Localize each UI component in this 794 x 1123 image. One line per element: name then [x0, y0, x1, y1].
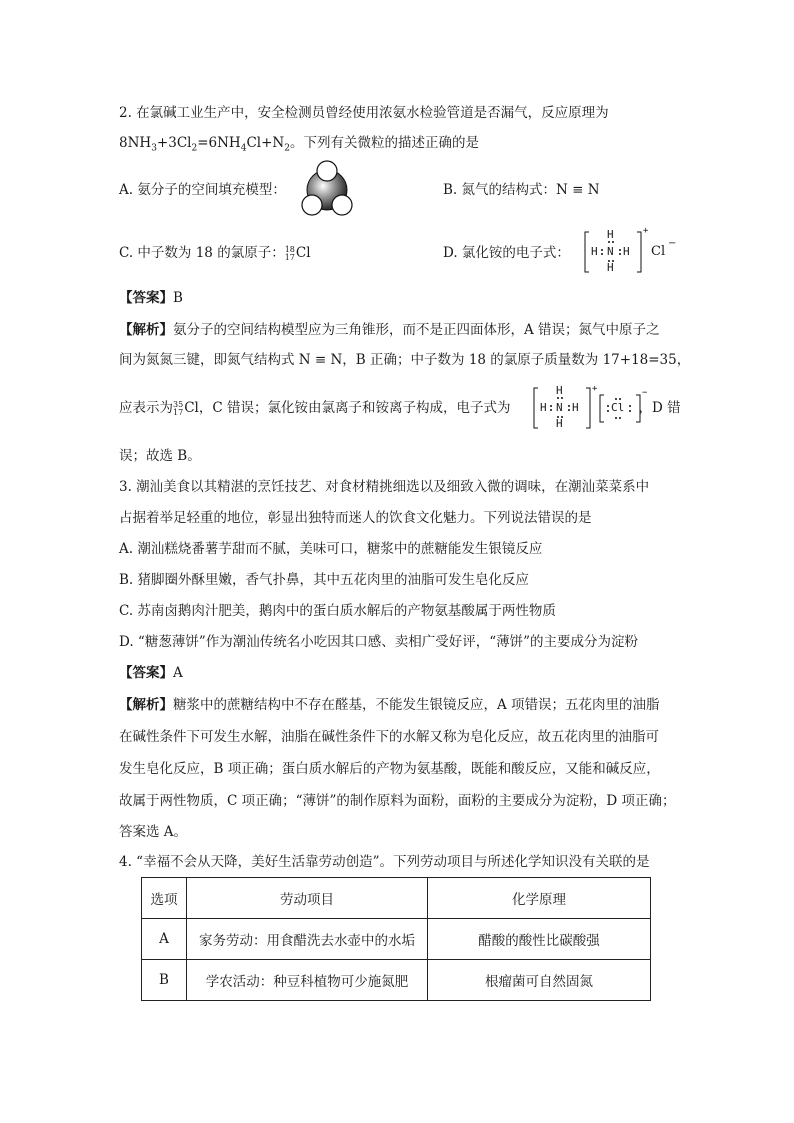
ed-h-left: H — [591, 245, 598, 258]
q2-answer: 【答案】B — [119, 290, 183, 306]
table-row — [142, 960, 651, 1001]
ed-plus: + — [643, 226, 649, 236]
q3-option-c: C. 苏南卤鹅肉汁肥美，鹅肉中的蛋白质水解后的产物氨基酸属于两性物质 — [119, 603, 556, 619]
q3-option-a: A. 潮汕糕烧番薯芋甜而不腻，美味可口，糖浆中的蔗糖能发生银镜反应 — [119, 541, 543, 557]
q3-exp-line5: 答案选 A。 — [119, 824, 188, 840]
q3-exp-line4: 故属于两性物质，C 项正确；“薄饼”的制作原料为面粉，面粉的主要成分为淀粉，D 项正确； — [119, 793, 676, 809]
ed-h-top: H — [607, 228, 614, 241]
q4-stem: 4. “幸福不会从天降，美好生活靠劳动创造”。下列劳动项目与所述化学知识没有关联的是 — [119, 854, 650, 870]
q3-stem-line1: 3. 潮汕美食以其精湛的烹饪技艺、对食材精挑细选以及细致入微的调味，在潮汕菜菜系中 — [119, 479, 650, 495]
table-cell: 醋酸的酸性比碳酸强 — [428, 919, 651, 960]
table-header-cell: 劳动项目 — [187, 878, 428, 919]
ammonia-space-filling-model — [298, 160, 356, 220]
q4-table — [141, 877, 651, 1001]
exp-ed-h-bottom: H — [556, 417, 563, 430]
ed-n: N — [607, 245, 614, 258]
q2-option-b: B. 氮气的结构式：N ≡ N — [443, 182, 600, 198]
q2-exp-line2: 间为氮氮三键，即氮气结构式 N ≡ N，B 正确；中子数为 18 的氯原子质量数为 17+18=35， — [119, 352, 691, 368]
exp-ed-h-top: H — [556, 384, 563, 397]
q3-exp-line2: 在碱性条件下可发生水解，油脂在碱性条件下的水解又称为皂化反应，故五花肉里的油脂可 — [119, 729, 659, 745]
q3-option-b: B. 猪脚圈外酥里嫩，香气扑鼻，其中五花肉里的油脂可发生皂化反应 — [119, 572, 530, 588]
table-cell: 家务劳动：用食醋洗去水壶中的水垢 — [187, 919, 428, 960]
table-cell: 学农活动：种豆科植物可少施氮肥 — [187, 960, 428, 1001]
table-cell: A — [142, 919, 187, 960]
table-header-cell: 选项 — [142, 878, 187, 919]
q2-exp-line3: 应表示为 35 17 Cl，C 错误；氯化铵由氯离子和铵离子构成，电子式为 ，D 错 — [119, 399, 681, 417]
q2-option-a: A. 氨分子的空间填充模型： — [119, 182, 286, 198]
q2-option-d: D. 氯化铵的电子式： — [443, 245, 570, 261]
q3-stem-line2: 占据着举足轻重的地位，彰显出独特而迷人的饮食文化魅力。下列说法错误的是 — [119, 510, 592, 526]
ed-h-bottom: H — [607, 261, 614, 274]
exp-ed-h-left: H — [540, 401, 547, 414]
exp-ed-n: N — [556, 401, 563, 414]
table-cell: 根瘤菌可自然固氮 — [428, 960, 651, 1001]
ammonium-chloride-electron-formula — [583, 226, 683, 278]
q3-option-d: D. “糖葱薄饼”作为潮汕传统名小吃因其口感、卖相广受好评，“薄饼”的主要成分为淀粉 — [119, 634, 639, 650]
ed-cl: Cl — [651, 244, 666, 259]
exp-ed-h-right: H — [572, 401, 579, 414]
exp-ed-minus: − — [642, 388, 648, 398]
explanation-electron-formula — [532, 382, 660, 434]
ed-minus: − — [668, 238, 677, 249]
q3-answer: 【答案】A — [119, 665, 183, 681]
table-header-cell: 化学原理 — [428, 878, 651, 919]
q3-exp-line1: 【解析】糖浆中的蔗糖结构中不存在醛基，不能发生银镜反应，A 项错误；五花肉里的油脂 — [119, 697, 660, 713]
q2-exp-line1: 【解析】氨分子的空间结构模型应为三角锥形，而不是正四面体形，A 错误；氮气中原子之 — [119, 322, 660, 338]
q2-exp-line4: 误；故选 B。 — [119, 448, 201, 464]
q3-exp-line3: 发生皂化反应，B 项正确；蛋白质水解后的产物为氨基酸，既能和酸反应，又能和碱反应， — [119, 761, 660, 777]
q2-stem-line2: $8NH_3+3Cl_2=6NH_4Cl+N_2$。下列有关微粒的描述正确的是 — [119, 135, 479, 154]
exp-ed-cl: Cl — [611, 401, 625, 414]
table-cell: B — [142, 960, 187, 1001]
exp-ed-plus: + — [592, 384, 598, 394]
q2-stem-line1: 2. 在氯碱工业生产中，安全检测员曾经使用浓氨水检验管道是否漏气，反应原理为 — [119, 105, 609, 121]
ed-h-right: H — [623, 245, 630, 258]
table-row — [142, 919, 651, 960]
q2-option-c: C. 中子数为 18 的氯原子： 18 17 Cl — [119, 244, 311, 262]
table-header-row — [142, 878, 651, 919]
